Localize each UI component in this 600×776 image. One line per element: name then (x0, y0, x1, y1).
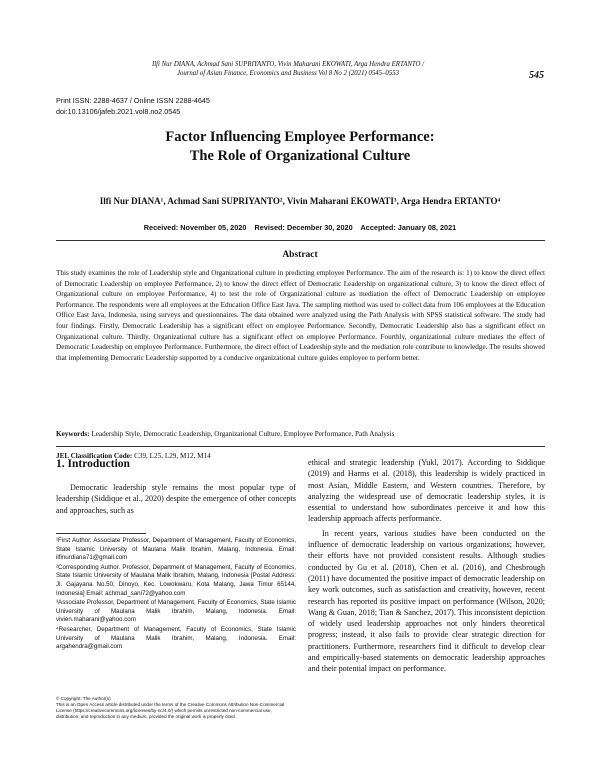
keywords-text: Leadership Style, Democratic Leadership, Organizational Culture, Employee Performance, Path Analysis (89, 430, 395, 438)
running-header-authors: Ilfi Nur DIANA, Achmad Sani SUPRIYANTO, Vivin Maharani EKOWATI, Arga Hendra ERTANTO / (151, 61, 425, 68)
section-heading: 1. Introduction (56, 458, 130, 470)
paper-title (0, 128, 600, 166)
intro-paragraph-3: In recent years, various studies have been conducted on the influence of democratic leadership on various organizations; however, their efforts have not provided consistent results. Although studies conducted by Gu et al. (2018), Chen et al. (2016), and Chesbrough (2011) have documented the positive impact of democratic leadership on key work outcomes, such as satisfaction and creativity, however, recent research has reported its positive impact on performance (Wilson, 2020; Wang & Guan, 2018; Tian & Sanchez, 2017). This inconsistent depiction of widely used leadership approaches not only hinders theoretical progress; instead, it also fails to provide clear strategic direction for practitioners. Furthermore, researchers find it difficult to develop clear and empirically-based statements on democratic leadership approaches and their potential impact on performance. (308, 528, 545, 674)
intro-paragraph-1: Democratic leadership style remains the most popular type of leadership (Siddique et al., 2020) despite the emergence of other concepts and approaches, such as (56, 483, 296, 515)
footnote-4: ⁴Researcher, Department of Management, Faculty of Economics, State Islamic University of Maulana Malik Ibrahim, Malang, Indonesia. Email: argahendra@gmail.com (56, 625, 296, 651)
footnote-divider (56, 533, 146, 534)
issn-block (56, 96, 210, 117)
jel-text: C39, L25, L29, M12, M14 (132, 452, 211, 460)
intro-right-column (308, 457, 545, 675)
doi-link[interactable]: doi:10.13106/jafeb.2021.vol8.no2.0545 (56, 106, 181, 116)
footnote-1: ¹First Author. Associate Professor, Department of Management, Faculty of Economics, State Islamic University of Maulana Malik Ibrahim, Malang, Indonesia. Email: ilfinurdiana71@gmail.com (56, 537, 296, 562)
intro-paragraph-2: ethical and strategic leadership (Yukl, 2017). According to Siddique (2019) and Harms et al. (2018), this leadership is widely practiced in most Asian, Middle Eastern, and Western countries. Therefore, by analyzing the widespread use of democratic leadership styles, it is essential to understand how subordinates perceive it and how this leadership approach affects performance. (308, 458, 545, 524)
jel-label: JEL Classification Code: (56, 452, 133, 460)
keywords-label: Keywords: (56, 430, 90, 438)
copyright-line: © Copyright: The Author(s) (56, 696, 111, 701)
license-text: This is an Open Access article distributed under the terms of the Creative Commons Attribution Non-Commercial License (https://creativecommons.org/licenses/by-nc/4.0/) which permits unrestricted non-commercial use, distribution, and reproduction in any medium, provided the original work is properly cited. (56, 702, 285, 720)
running-header (118, 60, 458, 78)
abstract-body: This study examines the role of Leadership style and Organizational culture in predicting employee Performance. The aim of the research is: 1) to know the direct effect of Democratic Leadership on employee Performance, 2) to know the direct effect of Democratic Leadership on organizational culture, 3) to know the direct effect of Organizational culture on employee Performance, 4) to test the role of Organizational culture as mediation the effect of Democratic Leadership on employee Performance. The respondents were all employees at the Education Office East Java. The sampling method was used to collect data from 106 employees at the Education Office East Java, Indonesia, using surveys and questionnaires. The data obtained were analyzed using the Path Analysis with SPSS statistical software. The study had four findings. Firstly, Democratic Leadership has a significant effect on employee Performance. Secondly, Democratic Leadership also has a significant effect on Organizational culture. Thirdly, Organizational culture has a significant effect on employee Performance. Fourthly, organizational culture mediates the effect of Democratic Leadership on employee Performance. Furthermore, the direct effect of Leadership style and the mediation role contribute to knowledge. The results showed that implementing Democratic Leadership supported by a conducive organizational culture guides employee to perform better. (56, 269, 545, 362)
abstract-heading: Abstract (282, 250, 318, 260)
copyright-notice (56, 696, 296, 720)
issn: Print ISSN: 2288-4637 / Online ISSN 2288-4645 (56, 96, 210, 105)
intro-left-column (56, 482, 296, 516)
divider-top (56, 240, 545, 241)
title-line-1: Factor Influencing Employee Performance: (165, 129, 435, 145)
title-line-2: The Role of Organizational Culture (189, 148, 411, 164)
author-list: Ilfi Nur DIANA¹, Achmad Sani SUPRIYANTO², Vivin Maharani EKOWATI³, Arga Hendra ERTANTO⁴ (99, 196, 501, 206)
divider-bottom (56, 446, 545, 447)
running-header-journal: Journal of Asian Finance, Economics and Business Vol 8 No 2 (2021) 0545–0553 (176, 70, 400, 77)
footnote-2: ²Corresponding Author. Professor, Department of Management, Faculty of Economics, State Islamic University of Maulana Malik Ibrahim, Malang, Indonesia [Postal Address: Jl. Gajayana No.50, Dinoyo, Kec. Lowokwaru, Kota Malang, Jawa Timur 65144, Indonesia] Email: achmad_sani72@yahoo.com (56, 563, 296, 597)
page-number: 545 (529, 70, 544, 81)
keywords (56, 430, 545, 438)
footnotes (56, 537, 296, 653)
publication-dates: Received: November 05, 2020 Revised: December 30, 2020 Accepted: January 08, 2021 (143, 223, 457, 232)
footnote-3: ³Associate Professor, Department of Management, Faculty of Economics, State Islamic University of Maulana Malik Ibrahim, Malang, Indonesia. Email: vivien.maharani@yahoo.com (56, 599, 296, 624)
